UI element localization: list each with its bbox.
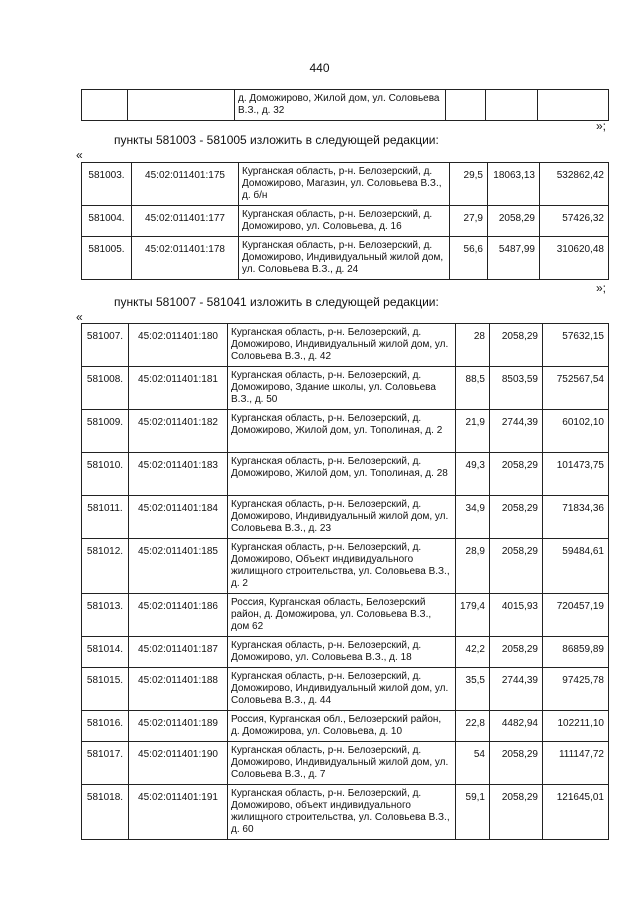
cell-area: 42,2 xyxy=(456,637,490,668)
cell-address: Курганская область, р-н. Белозерский, д. Доможирово, Индивидуальный жилой дом, ул. Соловьева В.З., д. 7 xyxy=(228,742,456,785)
cell-cadastral: 45:02:011401:186 xyxy=(129,594,228,637)
table-row xyxy=(82,367,609,410)
table-row xyxy=(82,90,609,121)
table-row xyxy=(82,711,609,742)
cell-number: 581017. xyxy=(82,742,129,785)
cell-address: Россия, Курганская область, Белозерский район, д. Доможирова, ул. Соловьева В.З., дом 62 xyxy=(228,594,456,637)
table-row xyxy=(82,410,609,453)
cell-address: Курганская область, р-н. Белозерский, д. Доможирово, ул. Соловьева В.З., д. 18 xyxy=(228,637,456,668)
cell-total: 97425,78 xyxy=(543,668,609,711)
cell-cadastral: 45:02:011401:190 xyxy=(129,742,228,785)
cell-total xyxy=(538,90,609,121)
cell-total: 121645,01 xyxy=(543,785,609,840)
cell-area: 35,5 xyxy=(456,668,490,711)
cell-number: 581011. xyxy=(82,496,129,539)
cell-cadastral: 45:02:011401:184 xyxy=(129,496,228,539)
table-row xyxy=(82,206,609,237)
cell-price: 2058,29 xyxy=(490,453,543,496)
cell-price: 18063,13 xyxy=(488,163,540,206)
open-quote-2: « xyxy=(76,310,83,324)
cell-cadastral: 45:02:011401:191 xyxy=(129,785,228,840)
cell-total: 720457,19 xyxy=(543,594,609,637)
cell-total: 101473,75 xyxy=(543,453,609,496)
cell-price: 2058,29 xyxy=(490,637,543,668)
cell-cadastral: 45:02:011401:180 xyxy=(129,324,228,367)
cell-area: 59,1 xyxy=(456,785,490,840)
cell-number: 581018. xyxy=(82,785,129,840)
cell-price: 2058,29 xyxy=(490,539,543,594)
table-row xyxy=(82,742,609,785)
table-row xyxy=(82,496,609,539)
cell-total: 532862,42 xyxy=(540,163,609,206)
table-row xyxy=(82,453,609,496)
cell-number: 581012. xyxy=(82,539,129,594)
cell-area: 28 xyxy=(456,324,490,367)
cell-address: Курганская область, р-н. Белозерский, д. Доможирово, Жилой дом, ул. Тополиная, д. 2 xyxy=(228,410,456,453)
cell-address: Курганская область, р-н. Белозерский, д. Доможирово, ул. Соловьева, д. 16 xyxy=(239,206,450,237)
cell-number: 581013. xyxy=(82,594,129,637)
table-row xyxy=(82,594,609,637)
table-row xyxy=(82,668,609,711)
table-row xyxy=(82,163,609,206)
cell-total: 310620,48 xyxy=(540,237,609,280)
cell-address: Россия, Курганская обл., Белозерский район, д. Доможирова, ул. Соловьева, д. 10 xyxy=(228,711,456,742)
cell-number: 581015. xyxy=(82,668,129,711)
cell-address: Курганская область, р-н. Белозерский, д. Доможирово, Объект индивидуального жилищного строительства, ул. Соловьева В.З., д. 2 xyxy=(228,539,456,594)
cell-total: 71834,36 xyxy=(543,496,609,539)
instruction-2: пункты 581007 - 581041 изложить в следующей редакции: xyxy=(114,295,439,309)
table-row xyxy=(82,237,609,280)
cell-price: 2058,29 xyxy=(490,785,543,840)
top-table-body xyxy=(82,90,609,121)
table-row xyxy=(82,785,609,840)
cell-total: 57632,15 xyxy=(543,324,609,367)
cell-total: 111147,72 xyxy=(543,742,609,785)
cell-price: 2058,29 xyxy=(490,324,543,367)
cell-address: Курганская область, р-н. Белозерский, д. Доможирово, Индивидуальный жилой дом, ул. Соловьева В.З., д. 24 xyxy=(239,237,450,280)
table-section-2-body xyxy=(82,324,609,840)
cell-number: 581009. xyxy=(82,410,129,453)
cell-address: Курганская область, р-н. Белозерский, д. Доможирово, Индивидуальный жилой дом, ул. Соловьева В.З., д. 42 xyxy=(228,324,456,367)
cell-price: 4482,94 xyxy=(490,711,543,742)
instruction-1: пункты 581003 - 581005 изложить в следующей редакции: xyxy=(114,133,439,147)
cell-area: 27,9 xyxy=(450,206,488,237)
cell-price: 2744,39 xyxy=(490,410,543,453)
cell-number: 581005. xyxy=(82,237,132,280)
cell-number: 581010. xyxy=(82,453,129,496)
cell-address: Курганская область, р-н. Белозерский, д. Доможирово, Магазин, ул. Соловьева В.З., д. б/н xyxy=(239,163,450,206)
cell-cadastral: 45:02:011401:177 xyxy=(132,206,239,237)
cell-cadastral: 45:02:011401:187 xyxy=(129,637,228,668)
table-row xyxy=(82,324,609,367)
cell-number: 581003. xyxy=(82,163,132,206)
cell-number: 581007. xyxy=(82,324,129,367)
cell-number: 581014. xyxy=(82,637,129,668)
cell-area: 28,9 xyxy=(456,539,490,594)
cell-total: 752567,54 xyxy=(543,367,609,410)
cell-price: 2058,29 xyxy=(490,496,543,539)
cell-cadastral: 45:02:011401:189 xyxy=(129,711,228,742)
cell-area: 22,8 xyxy=(456,711,490,742)
cell-price: 2744,39 xyxy=(490,668,543,711)
cell-total: 60102,10 xyxy=(543,410,609,453)
cell-price: 2058,29 xyxy=(488,206,540,237)
cell-cadastral xyxy=(128,90,235,121)
cell-price: 2058,29 xyxy=(490,742,543,785)
cell-address: Курганская область, р-н. Белозерский, д. Доможирово, Здание школы, ул. Соловьева В.З., д. 50 xyxy=(228,367,456,410)
cell-address: Курганская область, р-н. Белозерский, д. Доможирово, Индивидуальный жилой дом, ул. Соловьева В.З., д. 23 xyxy=(228,496,456,539)
cell-area: 56,6 xyxy=(450,237,488,280)
cell-area xyxy=(446,90,486,121)
cell-area: 49,3 xyxy=(456,453,490,496)
cell-cadastral: 45:02:011401:175 xyxy=(132,163,239,206)
cell-total: 57426,32 xyxy=(540,206,609,237)
cell-total: 102211,10 xyxy=(543,711,609,742)
cell-total: 86859,89 xyxy=(543,637,609,668)
cell-number xyxy=(82,90,128,121)
cell-number: 581016. xyxy=(82,711,129,742)
table-row xyxy=(82,539,609,594)
cell-price: 5487,99 xyxy=(488,237,540,280)
cell-cadastral: 45:02:011401:185 xyxy=(129,539,228,594)
cell-area: 88,5 xyxy=(456,367,490,410)
table-section-1-body xyxy=(82,163,609,280)
cell-address: Курганская область, р-н. Белозерский, д. Доможирово, Жилой дом, ул. Тополиная, д. 28 xyxy=(228,453,456,496)
cell-cadastral: 45:02:011401:188 xyxy=(129,668,228,711)
top-table xyxy=(81,89,609,121)
cell-area: 179,4 xyxy=(456,594,490,637)
cell-address: д. Доможирово, Жилой дом, ул. Соловьева В.З., д. 32 xyxy=(235,90,446,121)
cell-area: 34,9 xyxy=(456,496,490,539)
cell-cadastral: 45:02:011401:178 xyxy=(132,237,239,280)
table-row xyxy=(82,637,609,668)
table-section-2 xyxy=(81,323,609,840)
cell-cadastral: 45:02:011401:182 xyxy=(129,410,228,453)
table-section-1 xyxy=(81,162,609,280)
cell-number: 581008. xyxy=(82,367,129,410)
cell-area: 29,5 xyxy=(450,163,488,206)
cell-price xyxy=(486,90,538,121)
cell-cadastral: 45:02:011401:181 xyxy=(129,367,228,410)
cell-total: 59484,61 xyxy=(543,539,609,594)
cell-number: 581004. xyxy=(82,206,132,237)
cell-price: 8503,59 xyxy=(490,367,543,410)
cell-address: Курганская область, р-н. Белозерский, д. Доможирово, Индивидуальный жилой дом, ул. Соловьева В.З., д. 44 xyxy=(228,668,456,711)
cell-price: 4015,93 xyxy=(490,594,543,637)
cell-area: 54 xyxy=(456,742,490,785)
page-number: 440 xyxy=(309,61,330,75)
open-quote-1: « xyxy=(76,148,83,162)
close-quote-2: »; xyxy=(596,281,607,295)
close-quote-1: »; xyxy=(596,119,607,133)
cell-cadastral: 45:02:011401:183 xyxy=(129,453,228,496)
cell-address: Курганская область, р-н. Белозерский, д. Доможирово, объект индивидуального жилищного строительства, ул. Соловьева В.З., д. 60 xyxy=(228,785,456,840)
cell-area: 21,9 xyxy=(456,410,490,453)
